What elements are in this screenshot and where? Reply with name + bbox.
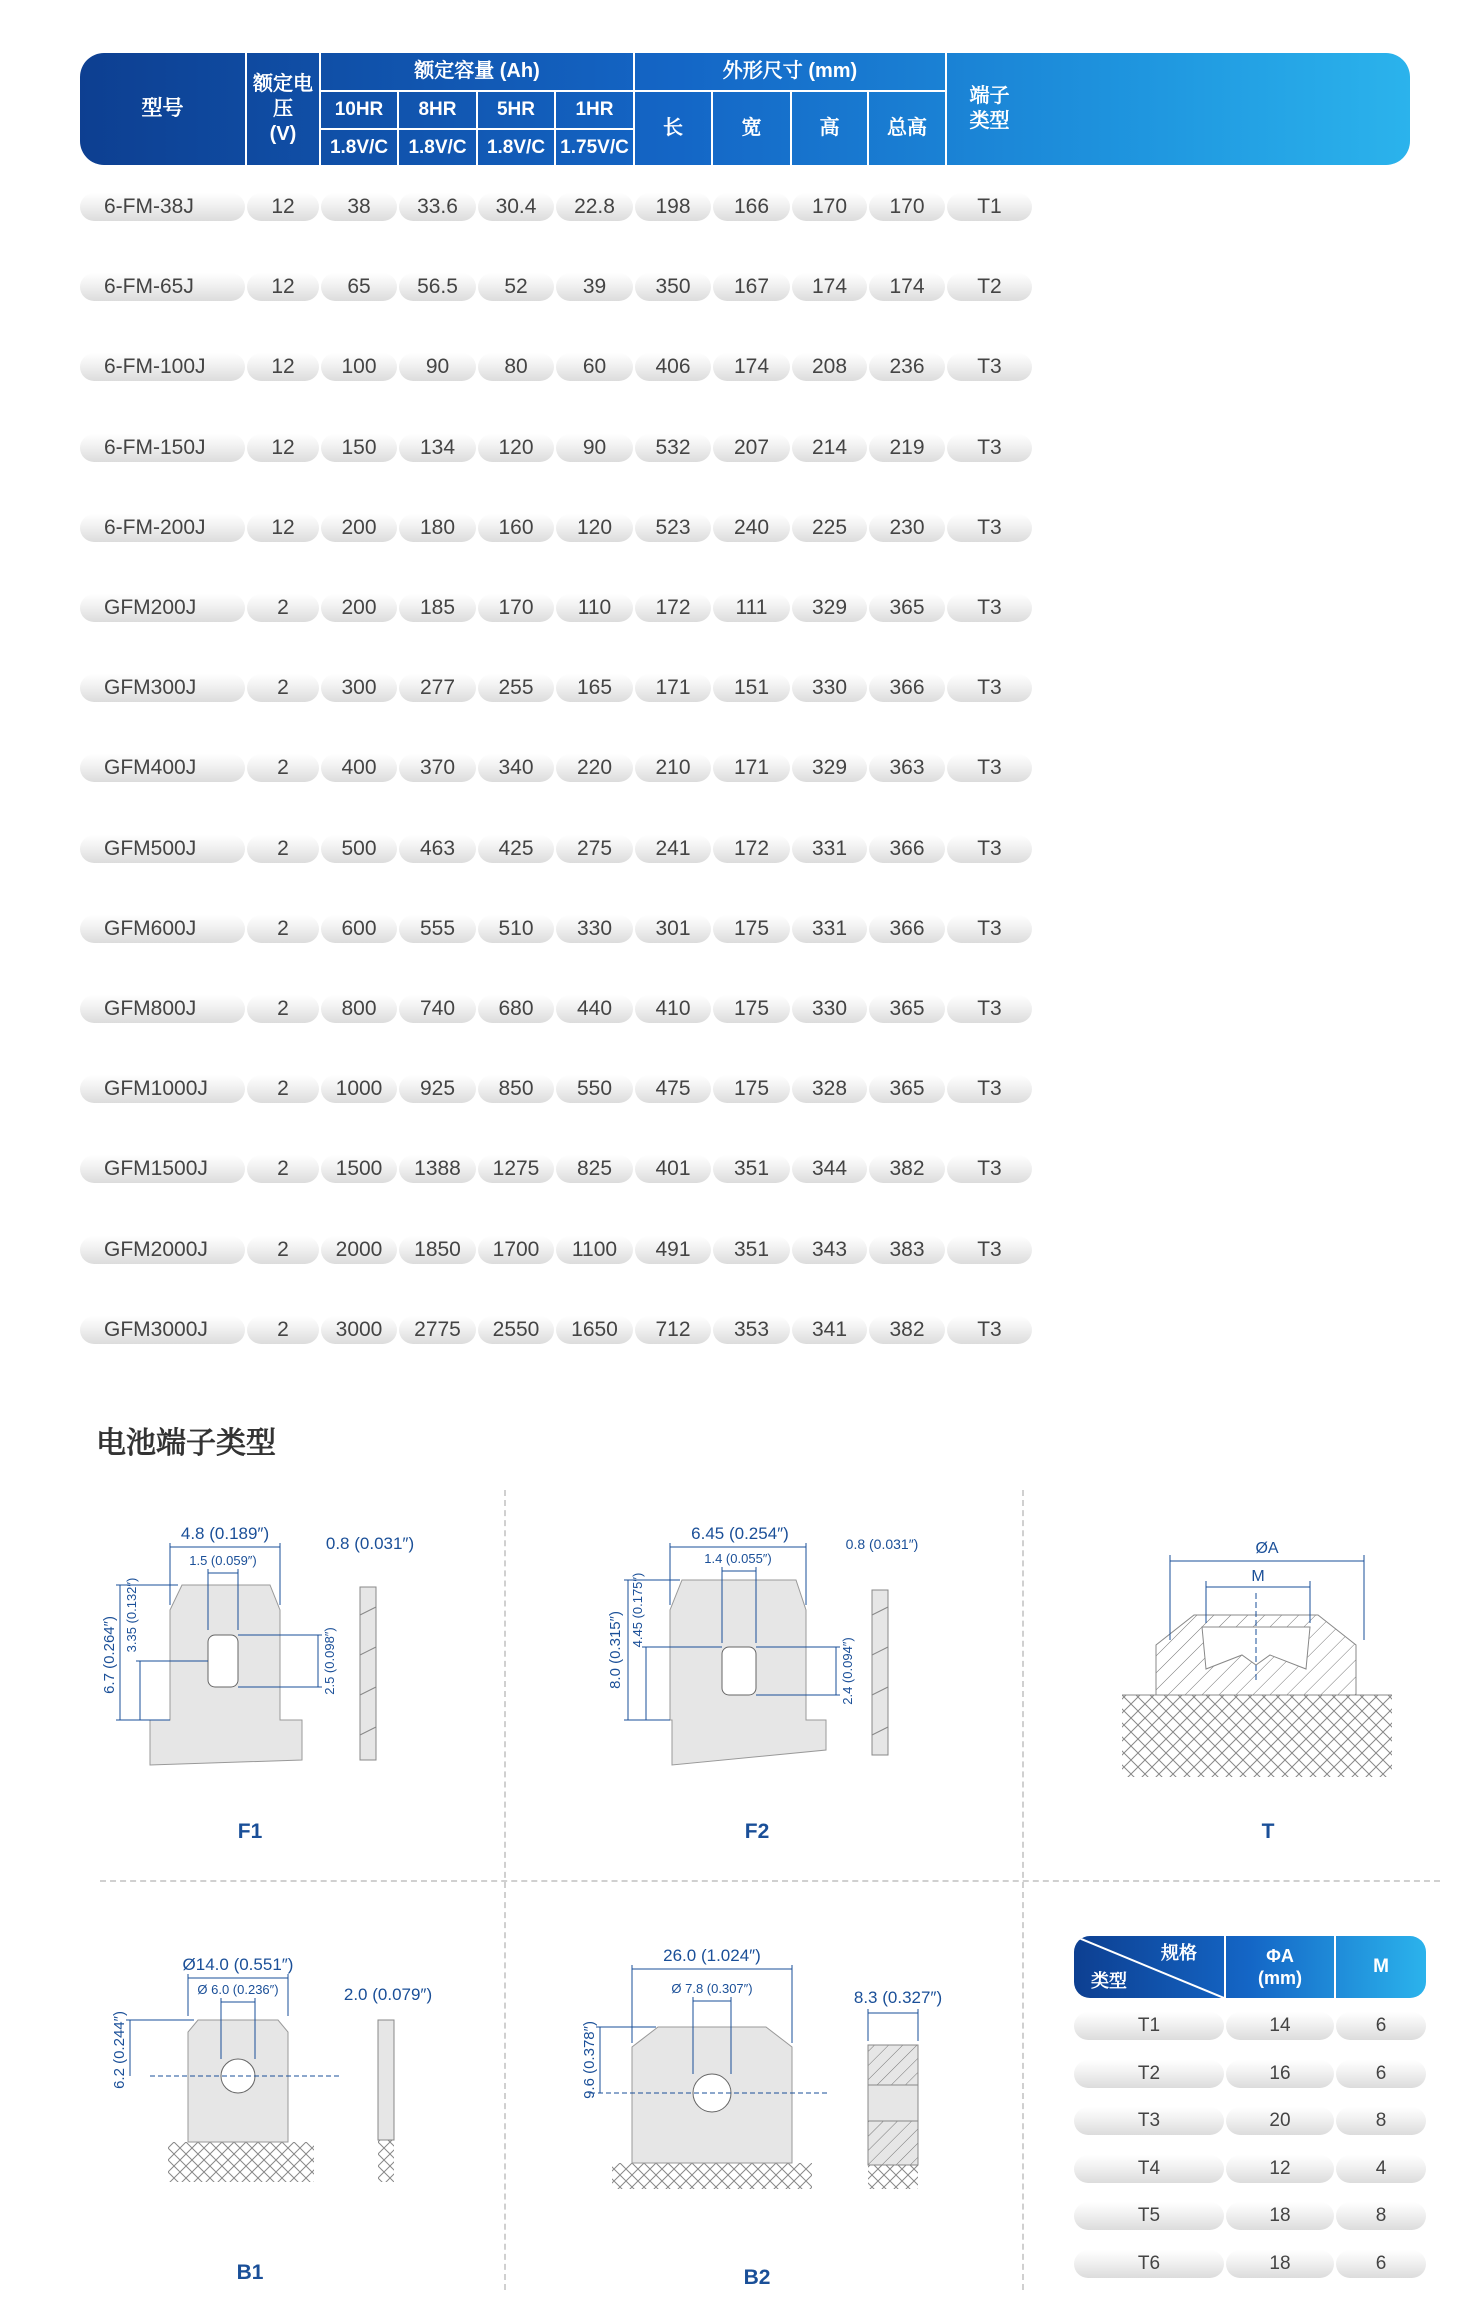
table-cell: 277: [399, 674, 476, 702]
table-cell: 160: [478, 514, 554, 542]
table-cell: 1700: [478, 1236, 554, 1264]
table-cell: GFM1000J: [80, 1075, 245, 1103]
table-cell: 425: [478, 835, 554, 863]
table-cell: T3: [947, 915, 1032, 943]
table-cell: 330: [556, 915, 633, 943]
header-length: 长: [663, 117, 683, 139]
table-cell: 328: [792, 1075, 867, 1103]
table-cell: 207: [713, 434, 790, 462]
table-cell: 406: [635, 353, 711, 381]
table-cell: 330: [792, 995, 867, 1023]
table-row: [80, 1316, 1410, 1344]
table-cell: 170: [792, 193, 867, 221]
table-cell: 38: [321, 193, 397, 221]
table-cell: 236: [869, 353, 945, 381]
table-cell: 1500: [321, 1155, 397, 1183]
table-cell: GFM800J: [80, 995, 245, 1023]
table-cell: 6: [1336, 2250, 1426, 2278]
table-cell: 1388: [399, 1155, 476, 1183]
divider: [867, 90, 869, 165]
table-cell: 491: [635, 1236, 711, 1264]
table-row: [80, 273, 1410, 301]
table-cell: 300: [321, 674, 397, 702]
table-row: [1074, 2107, 1426, 2135]
table-row: [80, 353, 1410, 381]
header-terminal: 端子 类型: [969, 85, 1010, 132]
table-cell: 220: [556, 754, 633, 782]
table-cell: 800: [321, 995, 397, 1023]
table-cell: 174: [713, 353, 790, 381]
table-cell: T2: [1074, 2060, 1224, 2088]
table-cell: 463: [399, 835, 476, 863]
table-cell: T3: [1074, 2107, 1224, 2135]
table-row: [80, 434, 1410, 462]
table-cell: 1100: [556, 1236, 633, 1264]
table-cell: T3: [947, 754, 1032, 782]
table-cell: 500: [321, 835, 397, 863]
dim-label: 26.0 (1.024″): [663, 1946, 761, 1965]
dim-label: M: [1251, 1568, 1265, 1585]
table-cell: 510: [478, 915, 554, 943]
dim-label: 0.8 (0.031″): [325, 1534, 415, 1553]
table-cell: GFM300J: [80, 674, 245, 702]
table-cell: GFM600J: [80, 915, 245, 943]
header-rate-1hr: 1HR: [575, 99, 614, 121]
table-cell: 241: [635, 835, 711, 863]
table-cell: 351: [713, 1236, 790, 1264]
table-cell: 350: [635, 273, 711, 301]
header-spec: 规格: [1161, 1942, 1197, 1963]
table-cell: 329: [792, 594, 867, 622]
table-cell: 6: [1336, 2060, 1426, 2088]
table-row: [80, 1155, 1410, 1183]
table-cell: 275: [556, 835, 633, 863]
table-cell: 6-FM-200J: [80, 514, 245, 542]
table-cell: GFM2000J: [80, 1236, 245, 1264]
table-cell: T3: [947, 434, 1032, 462]
table-cell: 680: [478, 995, 554, 1023]
table-cell: 341: [792, 1316, 867, 1344]
table-cell: T3: [947, 674, 1032, 702]
table-row: [80, 835, 1410, 863]
table-cell: 172: [713, 835, 790, 863]
table-cell: 12: [247, 193, 319, 221]
table-cell: 174: [869, 273, 945, 301]
table-cell: 56.5: [399, 273, 476, 301]
table-cell: 925: [399, 1075, 476, 1103]
table-row: [1074, 2250, 1426, 2278]
table-cell: T3: [947, 835, 1032, 863]
table-cell: 120: [556, 514, 633, 542]
table-cell: T3: [947, 1316, 1032, 1344]
dim-label: 2.4 (0.094″): [840, 1637, 855, 1705]
table-cell: 174: [792, 273, 867, 301]
table-cell: 175: [713, 915, 790, 943]
table-cell: 165: [556, 674, 633, 702]
header-capacity-group: 额定容量 (Ah): [414, 60, 540, 82]
table-cell: 39: [556, 273, 633, 301]
divider: [245, 53, 247, 165]
table-cell: 3000: [321, 1316, 397, 1344]
table-cell: 90: [399, 353, 476, 381]
table-cell: 170: [478, 594, 554, 622]
table-cell: 2: [247, 1075, 319, 1103]
table-cell: GFM1500J: [80, 1155, 245, 1183]
dim-label: 0.8 (0.031″): [845, 1536, 919, 1552]
table-cell: 90: [556, 434, 633, 462]
table-cell: 331: [792, 835, 867, 863]
table-cell: 240: [713, 514, 790, 542]
table-cell: T3: [947, 514, 1032, 542]
table-cell: 1850: [399, 1236, 476, 1264]
diagram-label-f2: F2: [744, 1820, 770, 1843]
table-cell: 198: [635, 193, 711, 221]
header-model: 型号: [141, 96, 184, 120]
diagram-label-t: T: [1261, 1820, 1275, 1843]
dim-label: 6.2 (0.244″): [111, 2011, 128, 2089]
table-cell: 2: [247, 835, 319, 863]
terminal-diagram-f2: [590, 1515, 970, 1775]
table-cell: 12: [1226, 2155, 1334, 2183]
diagram-label-b1: B1: [236, 2261, 264, 2284]
dim-label: 1.5 (0.059″): [189, 1553, 257, 1568]
divider: [711, 90, 713, 165]
divider: [321, 128, 633, 130]
terminal-diagram-f1: [90, 1515, 450, 1775]
table-cell: 151: [713, 674, 790, 702]
table-cell: 171: [713, 754, 790, 782]
table-cell: 475: [635, 1075, 711, 1103]
table-cell: 100: [321, 353, 397, 381]
table-cell: 382: [869, 1155, 945, 1183]
table-cell: 208: [792, 353, 867, 381]
dim-label: 2.0 (0.079″): [343, 1985, 433, 2004]
table-row: [80, 674, 1410, 702]
table-cell: 366: [869, 915, 945, 943]
table-cell: 255: [478, 674, 554, 702]
table-cell: 6-FM-65J: [80, 273, 245, 301]
table-cell: 410: [635, 995, 711, 1023]
table-row: [1074, 2060, 1426, 2088]
table-cell: GFM3000J: [80, 1316, 245, 1344]
grid-divider: [100, 1880, 1440, 1882]
dim-label: Ø14.0 (0.551″): [182, 1955, 294, 1974]
table-cell: T3: [947, 594, 1032, 622]
table-cell: 167: [713, 273, 790, 301]
dim-label: 6.45 (0.254″): [691, 1524, 789, 1543]
header-cutoff-8hr: 1.8V/C: [408, 136, 467, 158]
table-cell: 225: [792, 514, 867, 542]
table-row: [80, 754, 1410, 782]
table-cell: 230: [869, 514, 945, 542]
table-cell: T5: [1074, 2202, 1224, 2230]
table-cell: 6-FM-150J: [80, 434, 245, 462]
section-title: 电池端子类型: [96, 1427, 276, 1460]
table-cell: 52: [478, 273, 554, 301]
divider: [633, 53, 635, 165]
table-cell: 18: [1226, 2202, 1334, 2230]
diagram-label-b2: B2: [743, 2266, 771, 2289]
table-cell: 363: [869, 754, 945, 782]
header-cutoff-5hr: 1.8V/C: [486, 136, 546, 158]
header-width: 宽: [741, 117, 762, 139]
table-row: [80, 995, 1410, 1023]
table-cell: 219: [869, 434, 945, 462]
table-cell: 210: [635, 754, 711, 782]
diagram-label-f1: F1: [237, 1820, 263, 1843]
header-total-height: 总高: [887, 117, 927, 139]
table-cell: 12: [247, 434, 319, 462]
table-row: [80, 1075, 1410, 1103]
grid-divider: [1022, 1490, 1024, 2290]
table-row: [80, 514, 1410, 542]
table-cell: 400: [321, 754, 397, 782]
table-cell: 6-FM-100J: [80, 353, 245, 381]
table-cell: 740: [399, 995, 476, 1023]
table-cell: 175: [713, 1075, 790, 1103]
header-cutoff-1hr: 1.75V/C: [560, 136, 629, 158]
terminal-diagram-b2: [560, 1935, 980, 2195]
table-cell: 329: [792, 754, 867, 782]
table-cell: T3: [947, 353, 1032, 381]
table-cell: 110: [556, 594, 633, 622]
table-cell: GFM500J: [80, 835, 245, 863]
header-cutoff-10hr: 1.8V/C: [329, 136, 389, 158]
table-cell: 353: [713, 1316, 790, 1344]
table-cell: T2: [947, 273, 1032, 301]
table-cell: 555: [399, 915, 476, 943]
table-cell: 14: [1226, 2012, 1334, 2040]
dim-label: 2.5 (0.098″): [322, 1627, 337, 1695]
table-cell: T1: [1074, 2012, 1224, 2040]
table-cell: T3: [947, 1075, 1032, 1103]
table-cell: 2: [247, 915, 319, 943]
header-phi-a: ΦA (mm): [1258, 1945, 1302, 1988]
table-cell: 365: [869, 1075, 945, 1103]
table-cell: 850: [478, 1075, 554, 1103]
dim-label: 8.0 (0.315″): [607, 1611, 624, 1689]
table-cell: 4: [1336, 2155, 1426, 2183]
table-cell: 366: [869, 674, 945, 702]
table-row: [80, 594, 1410, 622]
table-cell: 2: [247, 674, 319, 702]
table-row: [1074, 2012, 1426, 2040]
table-cell: 523: [635, 514, 711, 542]
table-cell: 550: [556, 1075, 633, 1103]
table-cell: 12: [247, 273, 319, 301]
table-cell: 22.8: [556, 193, 633, 221]
table-cell: 365: [869, 995, 945, 1023]
table-cell: 30.4: [478, 193, 554, 221]
table-cell: 134: [399, 434, 476, 462]
table-cell: 171: [635, 674, 711, 702]
dim-label: 1.4 (0.055″): [704, 1551, 772, 1566]
table-cell: 33.6: [399, 193, 476, 221]
table-cell: 8: [1336, 2107, 1426, 2135]
table-cell: 166: [713, 193, 790, 221]
dim-label: Ø 6.0 (0.236″): [197, 1982, 279, 1997]
table-cell: 1275: [478, 1155, 554, 1183]
table-cell: 120: [478, 434, 554, 462]
table-cell: 2: [247, 995, 319, 1023]
divider: [945, 53, 947, 165]
table-cell: 600: [321, 915, 397, 943]
terminal-diagram-b1: [90, 1950, 470, 2190]
table-cell: 60: [556, 353, 633, 381]
table-cell: 440: [556, 995, 633, 1023]
table-cell: 12: [247, 353, 319, 381]
table-cell: 2: [247, 1236, 319, 1264]
table-cell: 331: [792, 915, 867, 943]
header-rate-10hr: 10HR: [334, 99, 384, 121]
table-cell: GFM200J: [80, 594, 245, 622]
header-dimension-group: 外形尺寸 (mm): [722, 60, 858, 82]
dim-label: 9.6 (0.378″): [581, 2021, 598, 2099]
table-cell: 80: [478, 353, 554, 381]
table-cell: 2: [247, 1155, 319, 1183]
table-cell: 185: [399, 594, 476, 622]
table-cell: 351: [713, 1155, 790, 1183]
dim-label: ØA: [1255, 1540, 1279, 1557]
header-type: 类型: [1091, 1970, 1127, 1991]
table-cell: 172: [635, 594, 711, 622]
table-cell: 2: [247, 754, 319, 782]
table-row: [80, 1236, 1410, 1264]
header-rate-5hr: 5HR: [496, 99, 535, 121]
table-cell: 370: [399, 754, 476, 782]
table-cell: 330: [792, 674, 867, 702]
table-cell: 382: [869, 1316, 945, 1344]
table-cell: 111: [713, 594, 790, 622]
table-cell: 2: [247, 594, 319, 622]
table-row: [80, 193, 1410, 221]
table-cell: 365: [869, 594, 945, 622]
table-cell: 175: [713, 995, 790, 1023]
table-cell: 343: [792, 1236, 867, 1264]
table-row: [1074, 2202, 1426, 2230]
table-cell: T1: [947, 193, 1032, 221]
table-cell: 2: [247, 1316, 319, 1344]
table-cell: 170: [869, 193, 945, 221]
divider: [790, 90, 792, 165]
table-cell: T3: [947, 995, 1032, 1023]
divider: [319, 53, 321, 165]
dim-label: 3.35 (0.132″): [124, 1577, 139, 1653]
table-cell: 6: [1336, 2012, 1426, 2040]
header-height: 高: [819, 117, 840, 139]
dim-label: 6.7 (0.264″): [101, 1616, 118, 1694]
dim-label: 8.3 (0.327″): [853, 1988, 943, 2007]
header-m: M: [1373, 1956, 1389, 1978]
table-cell: 340: [478, 754, 554, 782]
dim-label: 4.8 (0.189″): [180, 1524, 270, 1543]
table-cell: 6-FM-38J: [80, 193, 245, 221]
header-rate-8hr: 8HR: [418, 99, 457, 121]
spec-table-header: [80, 53, 1410, 165]
table-cell: 1650: [556, 1316, 633, 1344]
table-cell: 16: [1226, 2060, 1334, 2088]
table-cell: 18: [1226, 2250, 1334, 2278]
table-cell: 2550: [478, 1316, 554, 1344]
table-cell: 180: [399, 514, 476, 542]
table-cell: 401: [635, 1155, 711, 1183]
header-voltage: 额定电压 (V): [253, 72, 313, 145]
table-cell: T3: [947, 1155, 1032, 1183]
divider: [321, 90, 945, 92]
table-cell: 20: [1226, 2107, 1334, 2135]
table-cell: 2775: [399, 1316, 476, 1344]
dim-label: Ø 7.8 (0.307″): [671, 1981, 753, 1996]
grid-divider: [504, 1490, 506, 2290]
table-cell: 150: [321, 434, 397, 462]
table-cell: 200: [321, 594, 397, 622]
table-cell: 383: [869, 1236, 945, 1264]
table-row: [1074, 2155, 1426, 2183]
table-cell: 200: [321, 514, 397, 542]
table-cell: 712: [635, 1316, 711, 1344]
table-cell: T3: [947, 1236, 1032, 1264]
table-cell: T6: [1074, 2250, 1224, 2278]
table-cell: 65: [321, 273, 397, 301]
table-cell: 8: [1336, 2202, 1426, 2230]
terminal-diagram-t: [1110, 1515, 1430, 1805]
table-cell: 366: [869, 835, 945, 863]
table-cell: 301: [635, 915, 711, 943]
table-cell: 12: [247, 514, 319, 542]
table-cell: 532: [635, 434, 711, 462]
table-cell: 2000: [321, 1236, 397, 1264]
terminal-table-header: [1074, 1936, 1426, 1998]
table-cell: T4: [1074, 2155, 1224, 2183]
table-cell: 214: [792, 434, 867, 462]
dim-label: 4.45 (0.175″): [630, 1572, 645, 1648]
table-cell: 1000: [321, 1075, 397, 1103]
table-cell: GFM400J: [80, 754, 245, 782]
table-cell: 825: [556, 1155, 633, 1183]
table-row: [80, 915, 1410, 943]
table-cell: 344: [792, 1155, 867, 1183]
